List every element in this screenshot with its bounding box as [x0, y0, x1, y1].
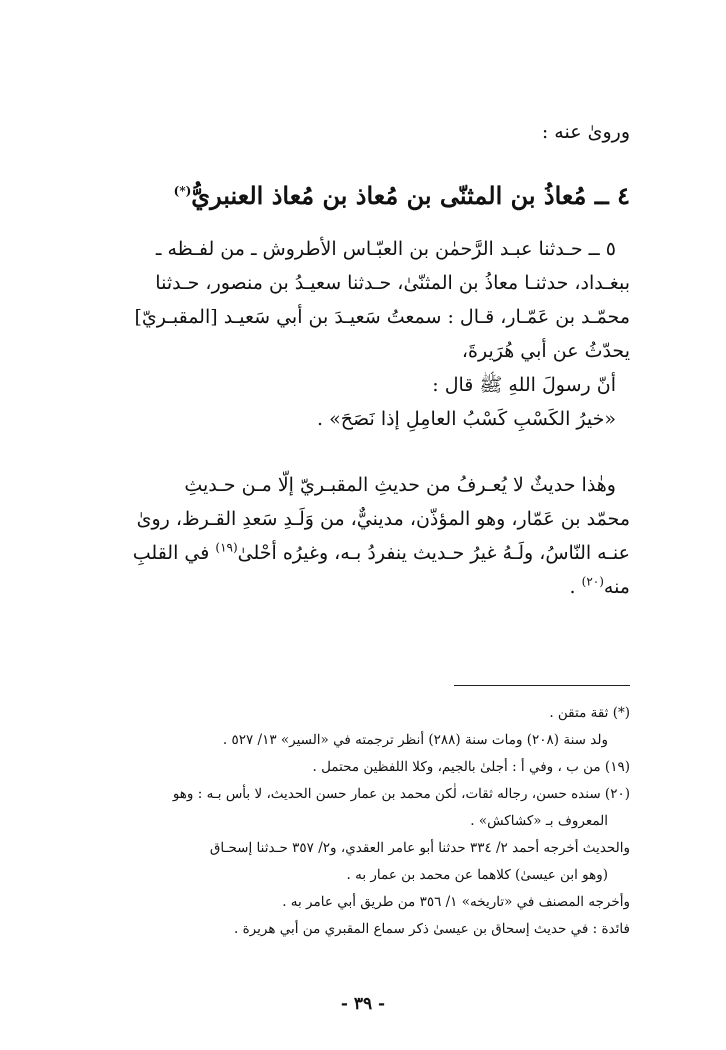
hadith-paragraph	[90, 232, 630, 436]
hadith-line: ٥ ــ حـدثنا عبـد الرَّحمٰن بن العبّـاس الأطروش ـ من لفـظه ـ	[155, 238, 616, 260]
footnote-line: (١٩) من ب ، وفي أ : أجلىٰ بالجيم، وكلا اللفظين محتمل .	[312, 759, 630, 775]
footnote-line: (٢٠) سنده حسن، رجاله ثقات، لٰكن محمد بن عمار حسن الحديث، لا بأس بـه : وهو	[172, 786, 630, 802]
chapter-heading	[90, 178, 630, 214]
footnote-line: (وهو ابن عيسىٰ) كلاهما عن محمد بن عمار به .	[346, 867, 608, 883]
commentary-line	[90, 570, 630, 604]
footnote-line: فائدة : في حديث إسحاق بن عيسىٰ ذكر سماع المقبري من أبي هريرة .	[234, 921, 630, 937]
commentary-paragraph	[90, 468, 630, 604]
heading-text: ٤ ــ مُعاذُ بن المثنّى بن مُعاذ بن مُعاذ العنبريُّ	[191, 181, 630, 210]
footnote-line: والحديث أخرجه أحمد ٢/ ٣٣٤ حدثنا أبو عامر العقدي، و٢/ ٣٥٧ حـدثنا إسحـاق	[209, 840, 630, 856]
commentary-line: محمّد بن عَمّار، وهو المؤذّن، مدينيٌّ، من وَلَـدِ سَعدِ القـرظ، روىٰ	[136, 508, 630, 530]
hadith-line: محمّـد بن عَمّـار، قـال : سمعتُ سَعيـدَ بن أبي سَعيـد [المقبـريّ]	[134, 306, 630, 328]
hadith-quote: «خيرُ الكَسْبِ كَسْبُ العامِلِ إذا نَصَحَ» .	[317, 408, 616, 430]
commentary-text: عنـه النّاسُ، ولَـهُ غيرُ حـديث ينفردُ بـه، وغيرُه أحْلىٰ	[237, 542, 630, 564]
footnote-line: (*) ثقة متقن .	[549, 705, 630, 721]
commentary-text: في القلبِ	[132, 542, 210, 564]
footnote-line: المعروف بـ «كشاكش» .	[470, 813, 608, 829]
hadith-line: أنّ رسولَ اللهِ ﷺ قال :	[432, 374, 616, 396]
hadith-line: يحدّثُ عن أبي هُرَيرةَ،	[461, 340, 630, 362]
footnote-line: ولد سنة (٢٠٨) ومات سنة (٢٨٨) أنظر ترجمته في «السير» ١٣/ ٥٢٧ .	[222, 732, 608, 748]
page-number: - ٣٩ -	[340, 994, 386, 1014]
footnotes	[90, 700, 630, 943]
intro-line: ورویٰ عنه :	[541, 121, 630, 143]
commentary-text: .	[569, 576, 576, 598]
footnote-divider	[454, 685, 630, 686]
footnote-line: وأخرجه المصنف في «تاريخه» ١/ ٣٥٦ من طريق أبي عامر به .	[282, 894, 630, 910]
footnote-ref-19[interactable]: (١٩)	[215, 540, 238, 555]
commentary-text: منه	[603, 576, 630, 598]
commentary-line: وهٰذا حديثٌ لا يُعـرفُ من حديثِ المقبـريّ إلّا مـن حـديثِ	[184, 474, 616, 496]
hadith-line: ببغـداد، حدثنـا معاذُ بن المثنّىٰ، حـدثنا سعيـدُ بن منصور، حـدثنا	[155, 272, 630, 294]
footnote-ref-20[interactable]: (٢٠)	[581, 574, 604, 589]
heading-footnote-mark: (*)	[173, 184, 192, 198]
commentary-line	[90, 536, 630, 570]
